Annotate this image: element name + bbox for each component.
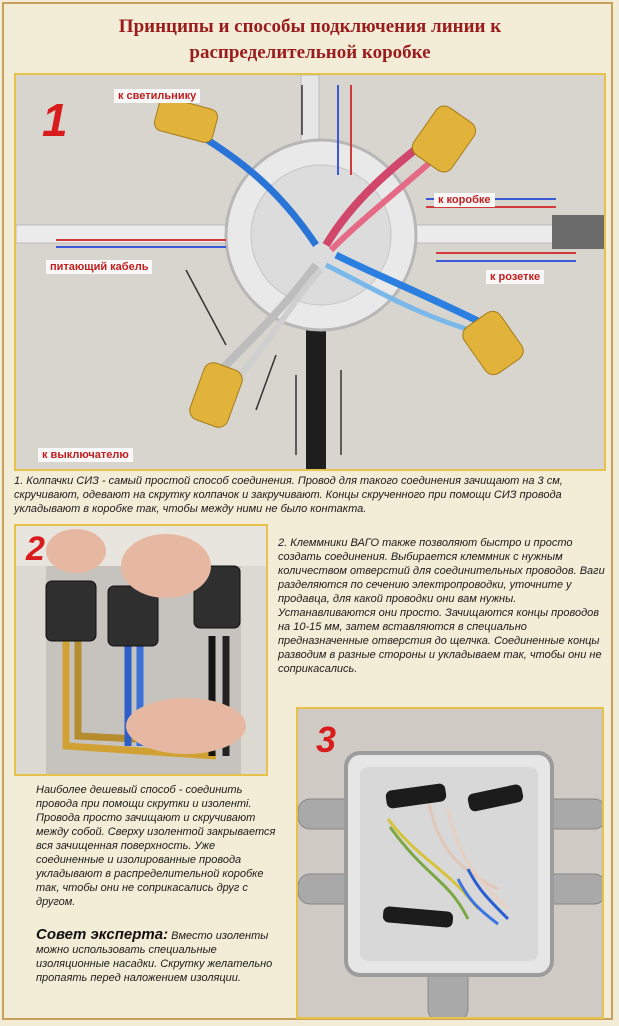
title-line-1: Принципы и способы подключения линии к bbox=[118, 16, 502, 37]
title-line-2: распределительной коробке bbox=[189, 42, 431, 63]
figure-number-3: 3 bbox=[316, 719, 337, 760]
photo-siz-caps bbox=[14, 73, 606, 471]
label-supply-cable: питающий кабель bbox=[46, 260, 152, 274]
caption-twist: Наиболее дешевый способ - соединить провода при помощи скрутки и изолентi. Провода просто зачищают и скручивают между собой. Сверху изолентой закрывается вся зачищенная поверхность. Уже соединенные и изолированные провода укладывают в распределительной коробке так, чтобы они не соприкасались друг с другом. bbox=[36, 784, 276, 908]
figure-number-1: 1 bbox=[42, 94, 68, 146]
page-title bbox=[40, 14, 580, 66]
figure-number-2: 2 bbox=[26, 530, 45, 568]
label-to-box: к коробке bbox=[434, 193, 495, 207]
wago-illustration bbox=[16, 526, 268, 776]
label-to-switch: к выключателю bbox=[38, 448, 133, 462]
caption-wago: 2. Клеммники ВАГО также позволяют быстро и просто создать соединения. Выбирается клеммник с нужным количеством отверстий для соединительных проводов. Ваги разделяются по сечению электропроводки, уточните у продавца, для какой проводки они вам нужны. Устанавливаются они просто. Зачищаются концы проводов на 10-15 мм, затем вставляются в специально предназначенные отверстия до щелчка. Соединенные концы разводим в разные стороны и укладываем так, чтобы они не соприкасались. bbox=[278, 537, 605, 675]
photo-twist-tape bbox=[296, 707, 604, 1019]
photo-wago-clamps bbox=[14, 524, 268, 776]
label-to-socket: к розетке bbox=[486, 270, 544, 284]
expert-text: Вместо изоленты можно использовать специальные изоляционные насадки. Скрутку желательно пропаять перед наложением изоляции. bbox=[36, 930, 273, 984]
twist-box-illustration bbox=[298, 709, 604, 1019]
expert-tip bbox=[36, 928, 276, 985]
expert-heading: Совет эксперта: bbox=[36, 926, 169, 943]
label-to-lamp: к светильнику bbox=[114, 89, 200, 103]
caption-siz: 1. Колпачки СИЗ - самый простой способ соединения. Провод для такого соединения зачищают на 3 см, скручивают, одевают на скрутку колпачок и закручивают. Концы скрученного при помощи СИЗ провода укладывают в коробке так, чтобы между ними не было контакта. bbox=[14, 475, 563, 515]
